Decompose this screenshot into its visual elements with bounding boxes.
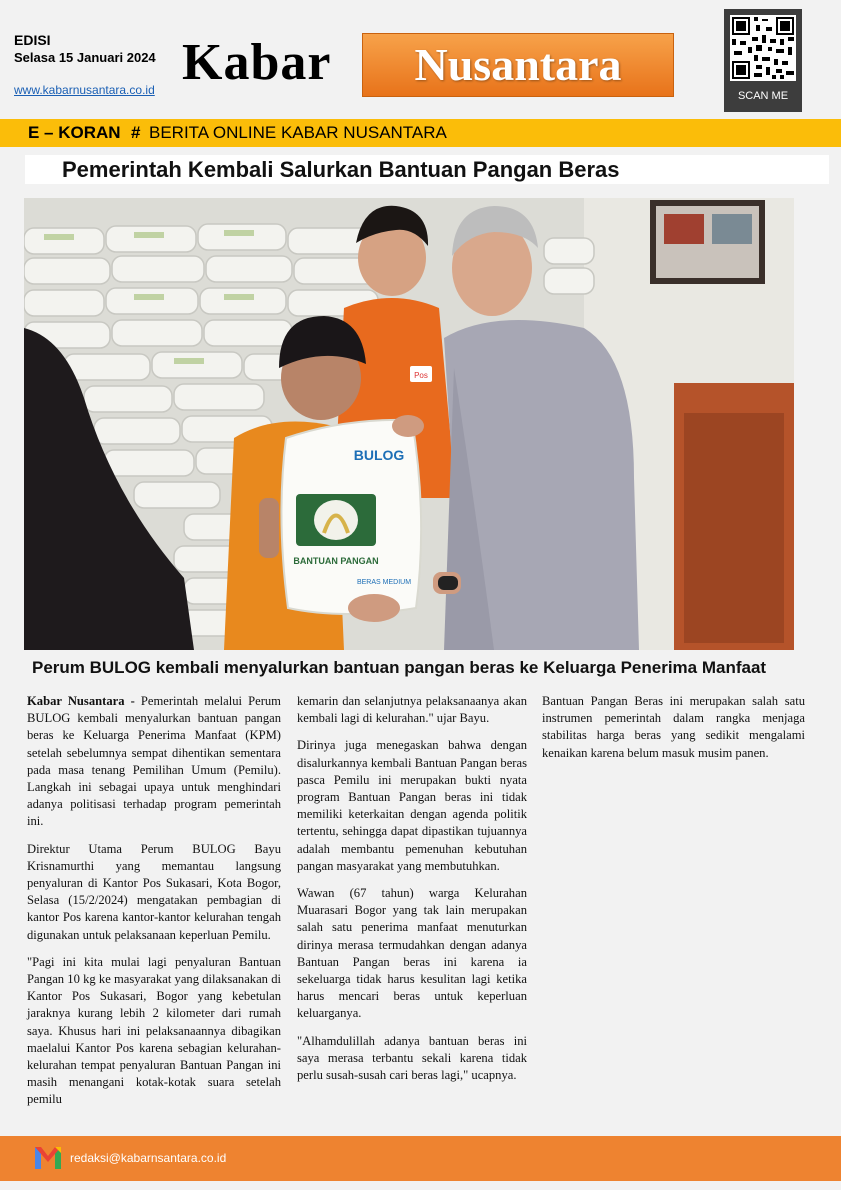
qr-code-icon bbox=[730, 15, 796, 81]
photo-caption: Perum BULOG kembali menyalurkan bantuan pangan beras ke Keluarga Penerima Manfaat bbox=[32, 658, 767, 677]
article-headline: Pemerintah Kembali Salurkan Bantuan Pangan Beras bbox=[62, 157, 620, 182]
footer-email-link[interactable]: redaksi@kabarnsantara.co.id bbox=[70, 1151, 227, 1165]
article-photo-illustration bbox=[24, 198, 794, 650]
edition-date: Selasa 15 Januari 2024 bbox=[14, 50, 156, 65]
paragraph: "Alhamdulillah adanya bantuan beras ini saya merasa terbantu sekali karena tidak perlu susah-susah cari beras lagi," ucapnya. bbox=[297, 1033, 527, 1083]
paragraph: kemarin dan selanjutnya pelaksanaanya akan kembali lagi di kelurahan." ujar Bayu. bbox=[297, 694, 527, 726]
edition-label: EDISI bbox=[14, 32, 51, 48]
brand-title-nusantara: Nusantara bbox=[362, 33, 674, 97]
section-band bbox=[0, 119, 841, 147]
paragraph: Bantuan Pangan Beras ini merupakan salah satu instrumen pemerintah dalam rangka menjaga stabilitas harga beras yang sedikit mengalami kenaikan karena belum masuk musim panen. bbox=[542, 694, 805, 760]
section-label: E – KORAN bbox=[28, 123, 121, 142]
bag-type-text: BERAS MEDIUM bbox=[356, 579, 412, 586]
mail-logo-icon bbox=[35, 1147, 61, 1169]
qr-code-block[interactable] bbox=[724, 9, 802, 112]
brand-title-kabar: Kabar bbox=[182, 34, 332, 91]
article-column-1 bbox=[27, 693, 281, 1119]
headline-box bbox=[25, 155, 829, 184]
paragraph: Dirinya juga menegaskan bahwa dengan disalurkannya kembali Bantuan Pangan beras pasca Pemilu ini merupakan bukti nyata program Bantuan Pangan beras ini tidak memiliki keterkaitan dengan agenda politik tertentu, sehingga dapat dipastikan tujuannya adalah membantu pemenuhan kebutuhan pangan masyarakat yang membutuhkan. bbox=[297, 738, 527, 873]
byline: Kabar Nusantara - bbox=[27, 694, 135, 708]
hash-separator: # bbox=[131, 123, 141, 142]
qr-scan-label: SCAN ME bbox=[737, 90, 789, 102]
shirt-badge-text: Pos bbox=[414, 371, 428, 380]
bag-program-text: BANTUAN PANGAN bbox=[293, 556, 379, 566]
site-url-link[interactable]: www.kabarnusantara.co.id bbox=[14, 83, 155, 97]
section-tagline: BERITA ONLINE KABAR NUSANTARA bbox=[149, 123, 447, 142]
bag-brand-text: BULOG bbox=[353, 447, 405, 463]
footer-bar bbox=[0, 1136, 841, 1181]
paragraph: Direktur Utama Perum BULOG Bayu Krisnamurthi yang memantau langsung penyaluran di Kantor Pos Sukasari, Kota Bogor, Selasa (15/2/2024) mengatakan pembagian di kantor Pos karena kantor-kantor kelurahan tengah digunakan untuk pelaksanaan keperluan Pemilu. bbox=[27, 841, 281, 942]
article-photo bbox=[24, 198, 794, 650]
article-column-2 bbox=[297, 693, 527, 1094]
paragraph: Kabar Nusantara - Pemerintah melalui Perum BULOG kembali menyalurkan bantuan pangan beras ke Keluarga Penerima Manfaat (KPM) setelah sebelumnya sempat dihentikan sementara pada masa tenang Pemilihan Umum (Pemilu). Langkah ini sebagai upaya untuk menghindari adanya politisasi terhadap program pemerintah ini. bbox=[27, 694, 281, 829]
article-column-3 bbox=[542, 693, 805, 772]
paragraph: "Pagi ini kita mulai lagi penyaluran Bantuan Pangan 10 kg ke masyarakat yang dilaksanakan di Kantor Pos Sukasari, Bogor yang kebetulan jaraknya kurang lebih 2 kilometer dari rumah saya. Khusus hari ini pelaksanaannya dibagikan maelalui Kantor Pos karena sebagian kelurahan-kelurahan tempat penyaluran Bantuan Pangan ini masih menangani kotak-kotak suara setelah pemilu bbox=[27, 954, 281, 1107]
paragraph: Wawan (67 tahun) warga Kelurahan Muarasari Bogor yang tak lain merupakan salah satu penerima manfaat menuturkan dirinya merasa termudahkan dengan adanya Bantuan Pangan beras ini karena ia sekeluarga tidak harus kesulitan lagi ketika harus mencari beras untuk keperluan keluarganya. bbox=[297, 886, 527, 1021]
